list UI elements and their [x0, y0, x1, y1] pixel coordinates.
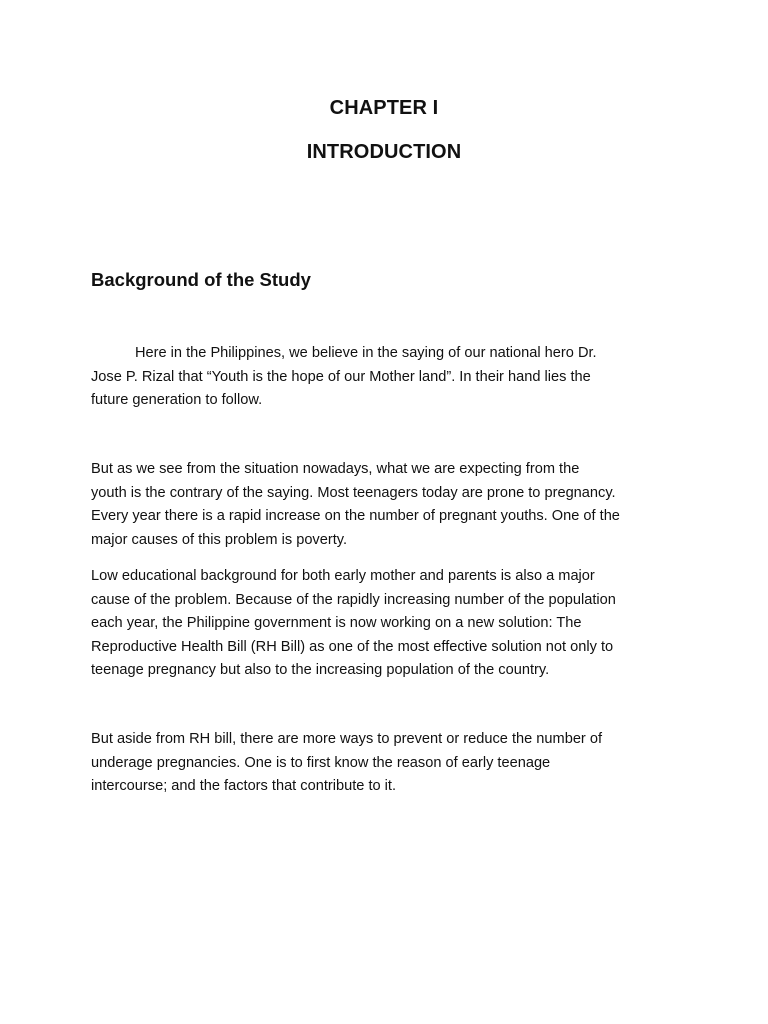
paragraph-1	[91, 342, 713, 413]
paragraph-line: Every year there is a rapid increase on the number of pregnant youths. One of the	[91, 508, 620, 524]
paragraph-line: Low educational background for both early mother and parents is also a major	[91, 568, 595, 584]
section-heading: Background of the Study	[91, 269, 311, 290]
paragraph-line: major causes of this problem is poverty.	[91, 531, 348, 548]
paragraph-line: But aside from RH bill, there are more ways to prevent or reduce the number of	[91, 731, 603, 747]
paragraph-line: Reproductive Health Bill (RH Bill) as one of the most effective solution not only to	[91, 638, 614, 655]
paragraph-line: But as we see from the situation nowadays, what we are expecting from the	[91, 461, 580, 477]
paragraph-line: Here in the Philippines, we believe in the saying of our national hero Dr.	[135, 345, 597, 361]
paragraph-line: underage pregnancies. One is to first know the reason of early teenage	[91, 754, 551, 771]
paragraph-line: Jose P. Rizal that “Youth is the hope of our Mother land”. In their hand lies the	[91, 368, 591, 385]
chapter-title: INTRODUCTION	[306, 141, 462, 163]
paragraph-2	[91, 458, 713, 552]
paragraph-3	[91, 565, 713, 683]
paragraph-4	[91, 728, 713, 799]
chapter-number: CHAPTER I	[329, 97, 439, 119]
paragraph-line: teenage pregnancy but also to the increasing population of the country.	[91, 662, 550, 678]
paragraph-line: intercourse; and the factors that contribute to it.	[91, 778, 397, 794]
paragraph-line: each year, the Philippine government is now working on a new solution: The	[91, 615, 582, 631]
paragraph-line: cause of the problem. Because of the rapidly increasing number of the population	[91, 591, 616, 608]
paragraph-line: future generation to follow.	[91, 392, 263, 408]
paragraph-line: youth is the contrary of the saying. Most teenagers today are prone to pregnancy.	[91, 484, 616, 501]
